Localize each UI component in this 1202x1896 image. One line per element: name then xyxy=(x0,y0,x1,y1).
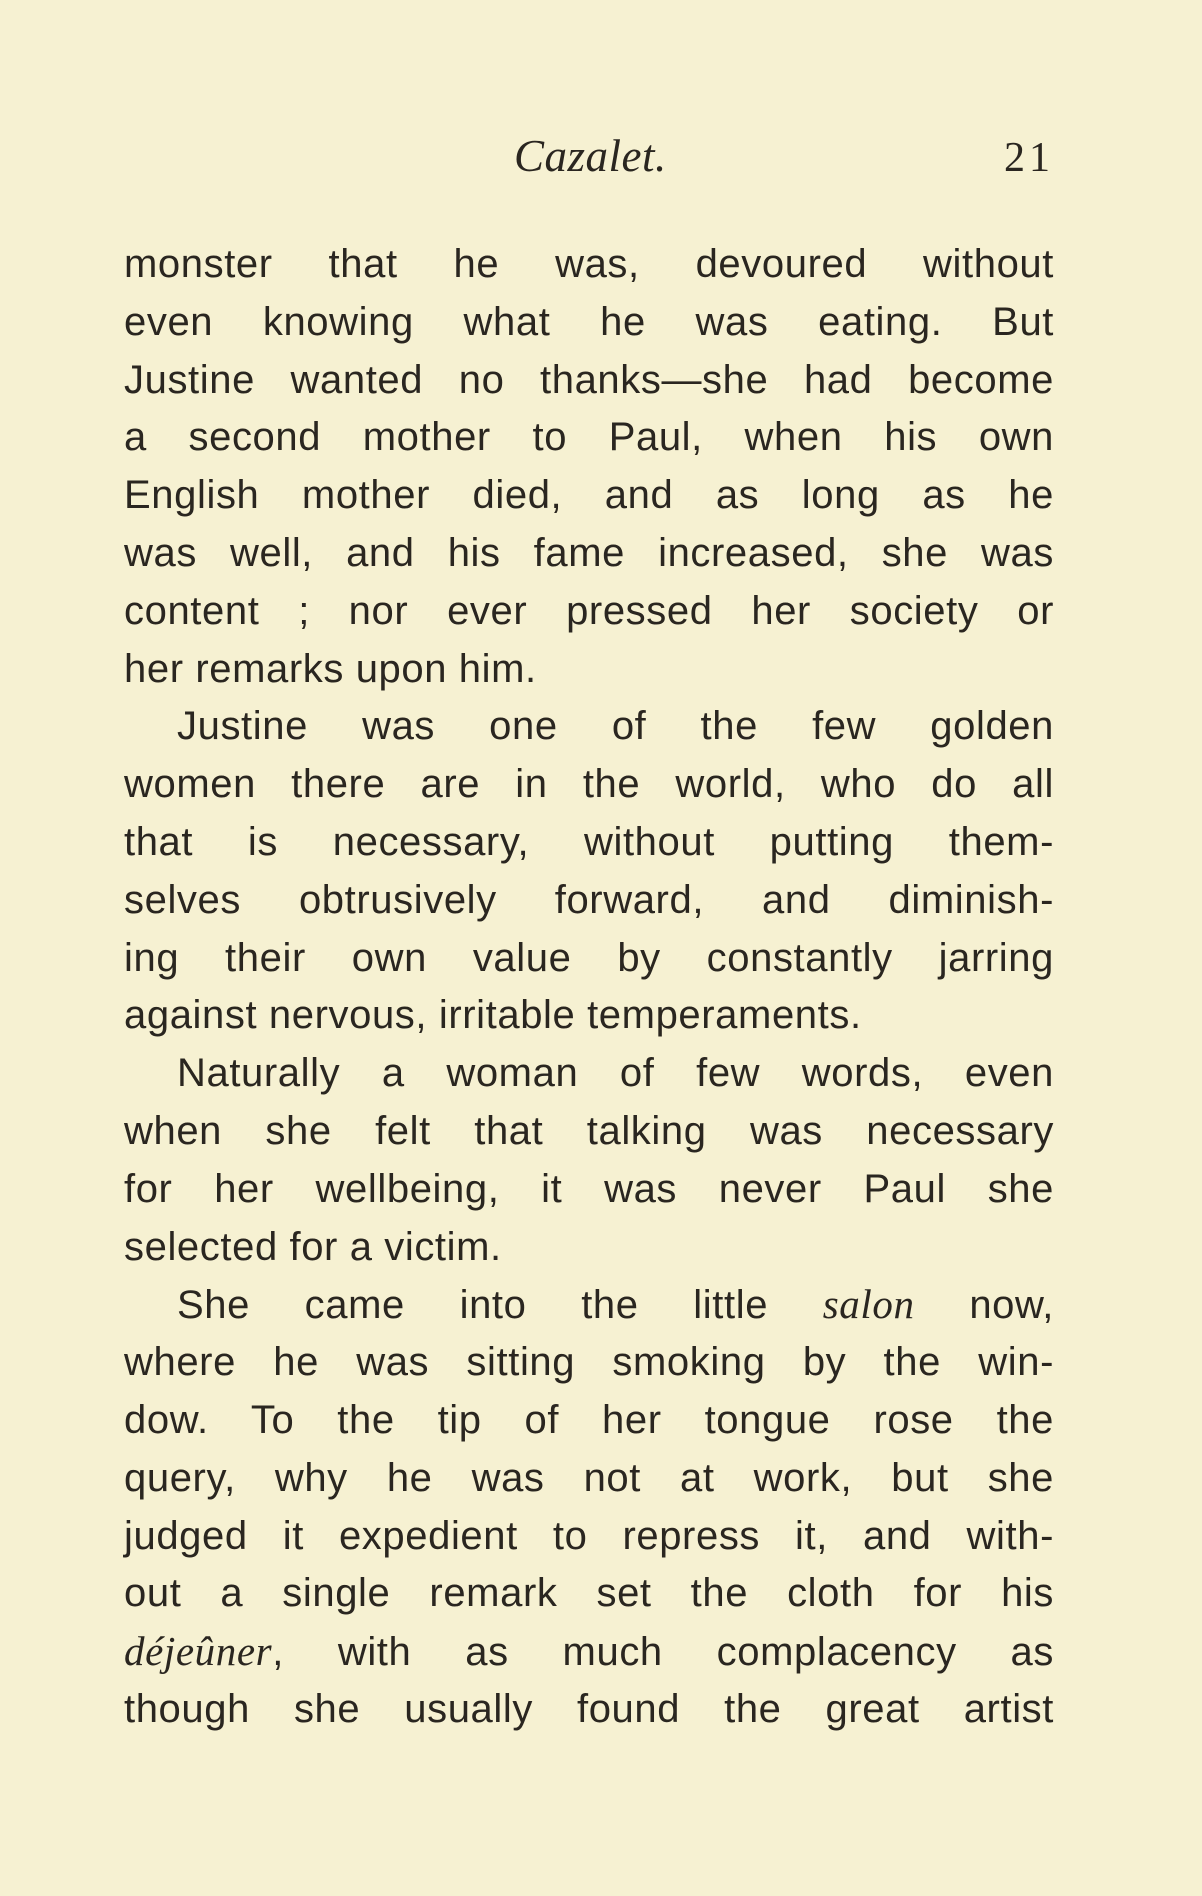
text-segment: She came into the little xyxy=(177,1283,823,1328)
text-line: Justine wanted no thanks—she had become xyxy=(124,357,1054,402)
text-line xyxy=(124,1276,1054,1334)
text-line: query, why he was not at work, but she xyxy=(124,1455,1054,1500)
text-line: where he was sitting smoking by the win- xyxy=(124,1340,1054,1385)
page-number: 21 xyxy=(1004,135,1054,181)
text-line: dow. To the tip of her tongue rose the xyxy=(124,1397,1054,1442)
text-line: English mother died, and as long as he xyxy=(124,473,1054,518)
text-line: against nervous, irritable temperaments. xyxy=(124,993,862,1038)
text-line: ing their own value by constantly jarring xyxy=(124,935,1054,980)
text-line: Naturally a woman of few words, even xyxy=(177,1051,1054,1096)
italic-word: salon xyxy=(822,1281,915,1328)
text-line: that is necessary, without putting them- xyxy=(124,819,1054,864)
text-line: selected for a victim. xyxy=(124,1224,502,1269)
text-line xyxy=(124,1623,1054,1681)
text-line: even knowing what he was eating. But xyxy=(124,299,1054,344)
text-line: a second mother to Paul, when his own xyxy=(124,415,1054,460)
text-line: her remarks upon him. xyxy=(124,646,537,691)
text-line: Justine was one of the few golden xyxy=(177,704,1054,749)
text-line: though she usually found the great artist xyxy=(124,1686,1054,1731)
text-line: monster that he was, devoured without xyxy=(124,242,1054,286)
text-line: out a single remark set the cloth for his xyxy=(124,1571,1054,1616)
italic-word: déjeûner xyxy=(124,1628,273,1675)
text-line: for her wellbeing, it was never Paul she xyxy=(124,1166,1054,1211)
running-head xyxy=(124,130,1054,190)
text-segment: , with as much complacency as xyxy=(272,1630,1054,1675)
text-segment: now, xyxy=(914,1283,1054,1328)
body-text xyxy=(124,236,1054,1739)
text-line: content ; nor ever pressed her society or xyxy=(124,588,1054,633)
running-title: Cazalet. xyxy=(514,131,667,181)
text-line: women there are in the world, who do all xyxy=(124,762,1054,807)
text-line: judged it expedient to repress it, and with- xyxy=(124,1513,1054,1558)
text-line: selves obtrusively forward, and diminish- xyxy=(124,877,1054,922)
text-line: when she felt that talking was necessary xyxy=(124,1108,1054,1153)
text-line: was well, and his fame increased, she was xyxy=(124,530,1054,575)
